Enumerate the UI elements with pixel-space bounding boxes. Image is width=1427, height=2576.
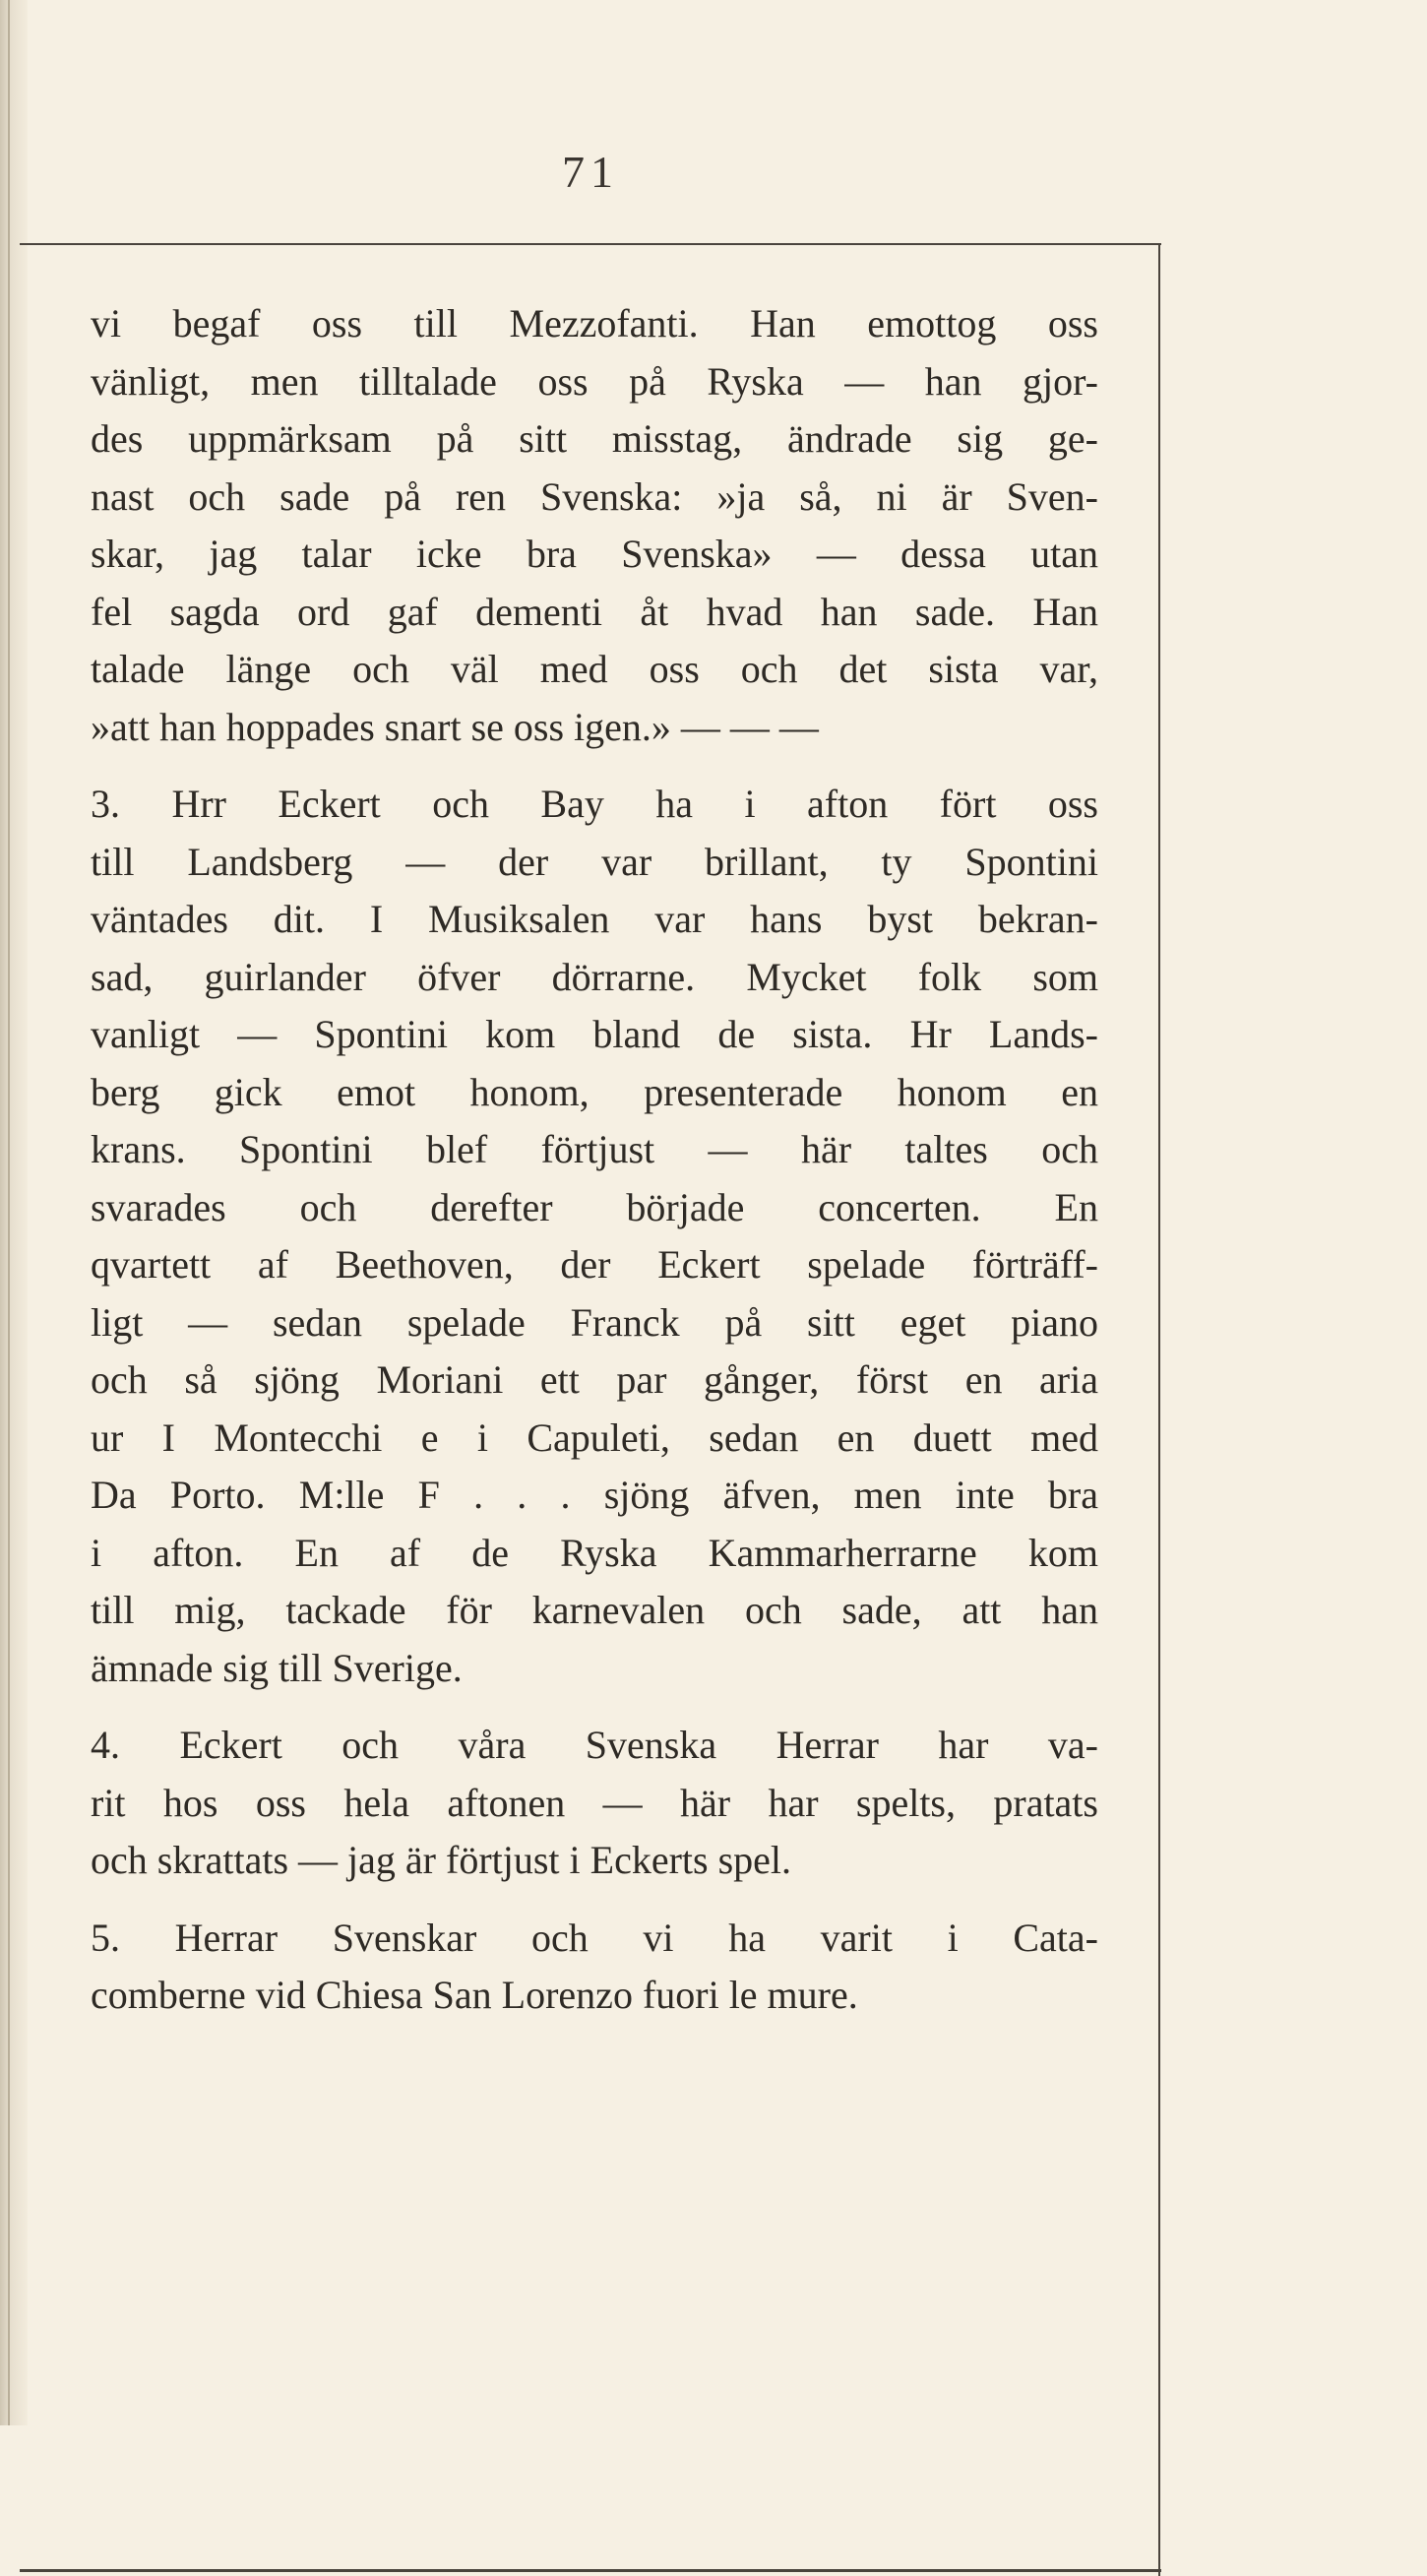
text-line: till Landsberg — der var brillant, ty Spontini [91, 839, 1098, 884]
text-line: till mig, tackade för karnevalen och sade, att han [91, 1588, 1098, 1632]
text-line: väntades dit. I Musiksalen var hans byst bekran- [91, 897, 1098, 941]
entry-line: 5. Herrar Svenskar och vi ha varit i Cata- [91, 1915, 1098, 1960]
text-line: fel sagda ord gaf dementi åt hvad han sade. Han [91, 589, 1098, 634]
text-line: rit hos oss hela aftonen — här har spelts, pratats [91, 1780, 1098, 1825]
text-line: sad, guirlander öfver dörrarne. Mycket folk som [91, 954, 1098, 999]
text-line: talade länge och väl med oss och det sista var, [91, 647, 1098, 691]
text-line: vänligt, men tilltalade oss på Ryska — han gjor- [91, 358, 1098, 404]
book-spine-shadow [0, 0, 28, 2425]
text-line: och så sjöng Moriani ett par gånger, först en aria [91, 1357, 1098, 1402]
text-line: »att han hoppades snart se oss igen.» — — — [91, 704, 819, 749]
text-line: vi begaf oss till Mezzofanti. Han emottog oss [91, 301, 1098, 346]
text-line: vanligt — Spontini kom bland de sista. Hr Lands- [91, 1012, 1098, 1056]
text-line: ämnade sig till Sverige. [91, 1645, 463, 1690]
entry-line: 3. Hrr Eckert och Bay ha i afton fört oss [91, 782, 1098, 826]
text-line: Da Porto. M:lle F . . . sjöng äfven, men inte bra [91, 1473, 1098, 1517]
text-line: des uppmärksam på sitt misstag, ändrade sig ge- [91, 416, 1098, 461]
text-line: berg gick emot honom, presenterade honom en [91, 1069, 1098, 1114]
frame-right-rule [1158, 243, 1160, 2576]
text-line: ligt — sedan spelade Franck på sitt eget piano [91, 1299, 1098, 1345]
text-line: svarades och derefter började concerten. En [91, 1184, 1098, 1229]
frame-top-rule [20, 243, 1161, 245]
body-text [91, 295, 1098, 2025]
text-line: krans. Spontini blef förtjust — här taltes och [91, 1127, 1098, 1171]
text-line: comberne vid Chiesa San Lorenzo fuori le mure. [91, 1973, 858, 2017]
text-line: ur I Montecchi e i Capuleti, sedan en duett med [91, 1414, 1098, 1460]
text-line: och skrattats — jag är förtjust i Eckerts spel. [91, 1838, 792, 1882]
text-line: skar, jag talar icke bra Svenska» — dessa utan [91, 532, 1098, 576]
text-line: i afton. En af de Ryska Kammarherrarne kom [91, 1530, 1098, 1575]
book-spine-line [8, 0, 10, 2425]
frame-bottom-rule [20, 2569, 1161, 2572]
text-line: qvartett af Beethoven, der Eckert spelade förträff- [91, 1242, 1098, 1287]
entry-line: 4. Eckert och våra Svenska Herrar har va- [91, 1723, 1098, 1767]
text-line: nast och sade på ren Svenska: »ja så, ni är Sven- [91, 473, 1098, 519]
page-number: 71 [562, 147, 619, 197]
